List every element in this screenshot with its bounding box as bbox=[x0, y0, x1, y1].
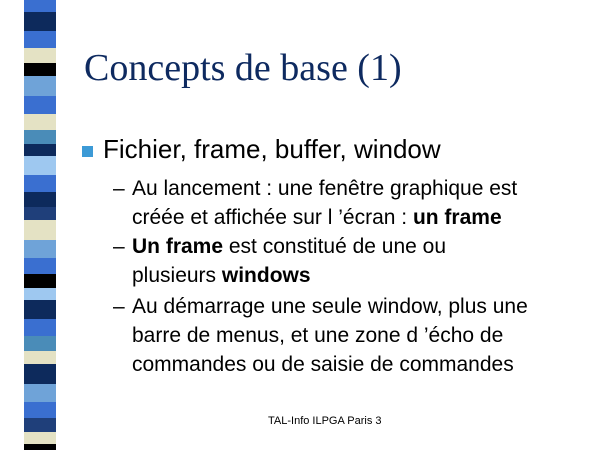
sub-item-3-line1: Au démarrage une seule window, plus une bbox=[132, 295, 528, 318]
stripe-block bbox=[24, 192, 56, 208]
stripe-block bbox=[24, 364, 56, 385]
stripe-block bbox=[24, 240, 56, 259]
stripe-block bbox=[24, 207, 56, 221]
sub-item-3 bbox=[113, 292, 528, 379]
sub-item-2-bold-2: windows bbox=[221, 264, 311, 287]
sub-item-2-line2: plusieurs bbox=[132, 264, 222, 287]
stripe-block bbox=[24, 319, 56, 337]
dash-marker: – bbox=[113, 235, 125, 258]
stripe-block bbox=[24, 258, 56, 275]
stripe-block bbox=[24, 31, 56, 49]
dash-marker: – bbox=[113, 295, 125, 318]
stripe-block bbox=[24, 418, 56, 433]
sub-item-2-bold-1: Un frame bbox=[132, 235, 224, 258]
stripe-block bbox=[24, 336, 56, 352]
stripe-block bbox=[24, 220, 56, 241]
stripe-block bbox=[24, 114, 56, 131]
decorative-stripe bbox=[24, 0, 56, 450]
sub-item-1-line2: créée et affichée sur l ’écran : bbox=[132, 206, 413, 229]
stripe-block bbox=[24, 130, 56, 145]
stripe-block bbox=[24, 175, 56, 193]
stripe-block bbox=[24, 48, 56, 64]
sub-item-2 bbox=[113, 232, 446, 290]
stripe-block bbox=[24, 444, 56, 450]
stripe-block bbox=[24, 12, 56, 32]
sub-item-1-line1: Au lancement : une fenêtre graphique est bbox=[132, 177, 518, 200]
stripe-block bbox=[24, 274, 56, 289]
stripe-block bbox=[24, 156, 56, 176]
sub-item-1-bold: un frame bbox=[412, 206, 502, 229]
dash-marker: – bbox=[113, 177, 125, 200]
sub-item-1 bbox=[113, 174, 517, 232]
stripe-block bbox=[24, 63, 56, 77]
stripe-block bbox=[24, 351, 56, 365]
square-bullet-icon bbox=[82, 146, 93, 157]
sub-item-2-line1: est constitué de une ou bbox=[223, 235, 447, 258]
stripe-block bbox=[24, 384, 56, 403]
sub-item-3-line3: commandes ou de saisie de commandes bbox=[132, 353, 514, 376]
stripe-block bbox=[24, 402, 56, 419]
slide-title: Concepts de base (1) bbox=[84, 47, 402, 89]
stripe-block bbox=[24, 300, 56, 320]
main-bullet bbox=[82, 134, 441, 165]
sub-item-3-line2: barre de menus, et une zone d ’écho de bbox=[132, 324, 504, 347]
main-bullet-text: Fichier, frame, buffer, window bbox=[103, 134, 441, 164]
stripe-block bbox=[24, 76, 56, 97]
slide-footer: TAL-Info ILPGA Paris 3 bbox=[268, 415, 382, 427]
stripe-block bbox=[24, 96, 56, 115]
